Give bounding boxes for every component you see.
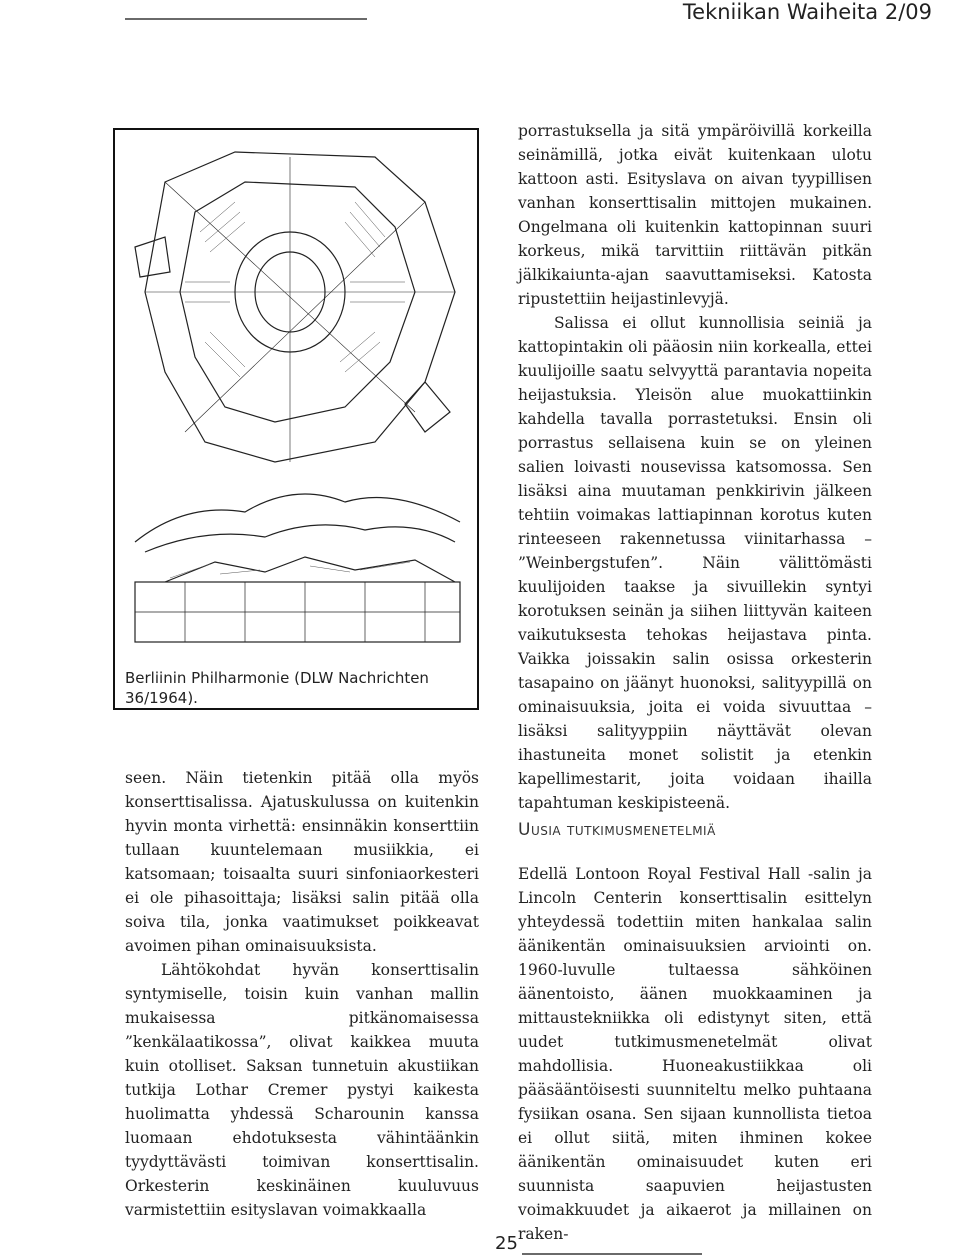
figure-caption: Berliinin Philharmonie (DLW Nachrichten 36/1964). [125, 669, 429, 707]
section-paragraph-1: Edellä Lontoon Royal Festival Hall -salin ja Lincoln Centerin konserttisalin esittelyn yhteydessä todettiin miten hankalaa salin äänikentän ominaisuuksien arviointi on. 1960-luvulle tultaessa sähköinen äänentoisto, äänen muokkaaminen ja mittaustekniikka oli edistynyt siten, että uudet tutkimusmenetelmät olivat mahdollisia. Huoneakustiikkaa oli pääsääntöisesti suunniteltu melko puhtaana fysiikan osana. Sen sijaan kunnollista tietoa ei ollut siitä, miten ihminen kokee äänikentän ominaisuudet kuten eri suunnista saapuvien heijastusten voimakkuudet ja aikaerot ja millainen on raken- [518, 865, 872, 1243]
concert-hall-drawing [125, 142, 471, 652]
seating-hatching [185, 202, 405, 377]
left-paragraph-2: Lähtökohdat hyvän konserttisalin syntymiselle, toisin kuin vanhan mallin mukaisessa pitkänomaisessa ”kenkälaatikossa”, olivat kaikkea muuta kuin otolliset. Saksan tunnetuin akustiikan tutkija Lothar Cremer pystyi kaikesta huolimatta yhdessä Scharounin kanssa luomaan ehdotuksesta vähintäänkin tyydyttävästi toimivan konserttisalin. Orkesterin keskinäinen kuuluvuus varmistettiin esityslavan voimakkaalla [125, 961, 479, 1219]
section-heading: Uusia tutkimusmenetelmiä [518, 820, 716, 840]
page-number: 25 [495, 1233, 518, 1254]
section-hatching [170, 562, 410, 578]
left-paragraph-1: seen. Näin tietenkin pitää olla myös konserttisalissa. Ajatuskulussa on kuitenkin hyvin monta virhettä: ensinnäkin konserttiin tullaan kuuntelemaan musiikkia, ei katsomaan; toisaalta suuri sinfoniaorkesteri ei ole pihasoittaja; lisäksi salin pitää olla soiva tila, jonka vaatimukset poikkeavat avoimen pihan ominaisuuksista. [125, 769, 479, 955]
running-header: Tekniikan Waiheita 2/09 [682, 0, 932, 24]
header-rule [125, 18, 367, 20]
footer-rule [522, 1253, 702, 1255]
right-paragraph-1: porrastuksella ja sitä ympäröivillä korkeilla seinämillä, jotka eivät kuitenkaan ulotu kattoon asti. Esityslava on aivan tyypillisen vanhan konserttisalin mittojen mukainen. Ongelmana oli kuitenkin kattopinnan suuri korkeus, mikä tarvittiin riittävän pitkän jälkikaiunta-ajan saavuttamiseksi. Katosta ripustettiin heijastinlevyjä. [518, 122, 872, 308]
floor-plan-drawing [135, 152, 455, 462]
section-drawing [135, 494, 460, 642]
right-paragraph-2: Salissa ei ollut kunnollisia seiniä ja kattopintakin oli pääosin niin korkealla, ettei kuulijoille saatu selvyyttä parantavia nopeita heijastuksia. Yleisön alue muokattiinkin kahdella tavalla porrastetuksi. Ensin oli porrastus sellaisena kuin se on yleinen salien loivasti nousevissa katsomossa. Sen lisäksi aina muutaman penkkirivin jälkeen tehtiin voimakas lattiapinnan korotus kuten rinteeseen rakennetussa viinitarhassa – ”Weinbergstufen”. Näin välittömästi kuulijoiden taakse ja sivuillekin syntyi korotuksen seinän ja siihen liittyvän kaiteen vaikutuksesta tehokas heijastava pinta. Vaikka joissakin salin osissa orkesterin tasapaino on jäänyt huonoksi, salityypillä on ominaisuuksia, joita ei voida sivuuttaa – lisäksi salityyppiin näyttävät olevan ihastuneita monet solistit ja etenkin kapellimestarit, joita voidaan ihailla tapahtuman keskipisteenä. [518, 314, 872, 812]
right-column-section [518, 862, 872, 1246]
figure-frame [113, 128, 479, 710]
left-column [125, 766, 479, 1222]
right-column [518, 119, 872, 815]
